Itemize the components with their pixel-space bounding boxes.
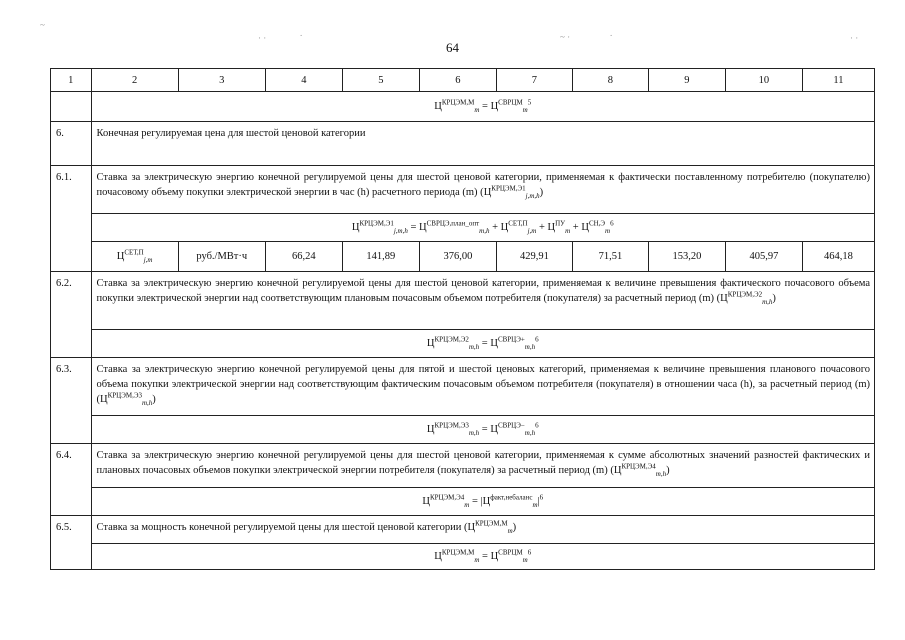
column-number: 1: [51, 69, 92, 92]
value-cell: 429,91: [496, 242, 572, 272]
row-description: Ставка за электрическую энергию конечной регулируемой цены для шестой ценовой категории, применяемая к сумме абсолютных значений разностей фактических и плановых почасовых объемов покупки электрической энергии потребителя (покупателя) за расчетный период (m) $(Ц^{КРЦЭМ,Э4}_{m,h})$: [91, 444, 874, 488]
scan-speck: .: [610, 28, 613, 38]
formula-cell: $Ц^{КРЦЭМ,Э3}_{m,h} = Ц^{СВРЦЭ-}_{m,h}^6$: [91, 416, 874, 444]
column-number-row: [51, 69, 875, 92]
row-6-3-text: [51, 358, 875, 416]
row-6-4-text: [51, 444, 875, 488]
column-number: 10: [725, 69, 802, 92]
tariff-table: [50, 68, 875, 570]
row-description: Конечная регулируемая цена для шестой ценовой категории: [91, 122, 874, 166]
formula-cell: $Ц^{КРЦЭМ,Э1}_{j,m,h} = Ц^{СВРЦЭ,план\_опт}_{m,h} + Ц^{СЕТ,П}_{j,m} + Ц^{ПУ}_m + Ц^{СН,Э}_m^6$: [91, 214, 874, 242]
column-number: 5: [342, 69, 419, 92]
column-number: 7: [496, 69, 572, 92]
value-cell: 71,51: [572, 242, 648, 272]
scan-speck: ~: [40, 20, 45, 30]
formula-cell: $Ц^{КРЦЭМ,М}_m = Ц^{СВРЦМ}_m^6$: [91, 544, 874, 570]
unit-cell: руб./МВт·ч: [178, 242, 265, 272]
row-description: Ставка за электрическую энергию конечной регулируемой цены для шестой ценовой категории, применяемая к фактически поставленному потребителю (покупателю) почасовому объему покупки электрической энергии в час (h) расчетного периода (m) $(Ц^{КРЦЭМ,Э1}_{j,m,h})$: [91, 166, 874, 214]
top-formula-row: [51, 92, 875, 122]
row-6-2-text: [51, 272, 875, 330]
value-cell: 153,20: [648, 242, 725, 272]
formula-cell: $Ц^{КРЦЭМ,Э2}_{m,h} = Ц^{СВРЦЭ+}_{m,h}^6$: [91, 330, 874, 358]
formula-cell: $Ц^{КРЦЭМ,М}_m = Ц^{СВРЦМ}_m^5$: [91, 92, 874, 122]
value-cell: 66,24: [265, 242, 342, 272]
column-number: 3: [178, 69, 265, 92]
row-6-5-formula: [51, 544, 875, 570]
row-number: 6.2.: [51, 272, 92, 358]
row-number: 6.4.: [51, 444, 92, 516]
value-cell: 376,00: [419, 242, 496, 272]
section-6-row: [51, 122, 875, 166]
row-6-1-formula: [51, 214, 875, 242]
row-number: 6.3.: [51, 358, 92, 444]
column-number: 6: [419, 69, 496, 92]
row-6-5-text: [51, 516, 875, 544]
column-number: 9: [648, 69, 725, 92]
value-cell: 464,18: [802, 242, 874, 272]
row-description: Ставка за электрическую энергию конечной регулируемой цены для пятой и шестой ценовых категорий, применяемая к величине превышения планового почасового объема покупки электрической энергии над соответствующим фактическим почасовым объемом потребителя (покупателя) в отношении часа (h), за расчетный период (m) $(Ц^{КРЦЭМ,Э3}_{m,h})$: [91, 358, 874, 416]
page-number: 64: [446, 40, 459, 55]
row-6-4-formula: [51, 488, 875, 516]
row-6-1-text: [51, 166, 875, 214]
row-number: 6.5.: [51, 516, 92, 570]
empty-num-cell: [51, 92, 92, 122]
value-cell: 405,97: [725, 242, 802, 272]
scan-speck: · ·: [850, 33, 859, 43]
formula-cell: $Ц^{КРЦЭМ,Э4}_m = |Ц^{факт,небаланс}_m|^6$: [91, 488, 874, 516]
row-description: Ставка за мощность конечной регулируемой цены для шестой ценовой категории $(Ц^{КРЦЭМ,М}_m)$: [91, 516, 874, 544]
row-6-1-values: [51, 242, 875, 272]
row-description: Ставка за электрическую энергию конечной регулируемой цены для шестой ценовой категории, применяемая к величине превышения фактического почасового объема покупки электрической энергии над соответствующим плановым почасовым объемом потребителя (покупателя) за расчетный период (m) $(Ц^{КРЦЭМ,Э2}_{m,h})$: [91, 272, 874, 330]
scan-speck: ~ ·: [560, 32, 571, 42]
value-symbol: $Ц^{СЕТ,П}_{j,m}$: [91, 242, 178, 272]
row-number: 6.: [51, 122, 92, 166]
scan-speck: · ·: [258, 33, 267, 43]
row-number: 6.1.: [51, 166, 92, 272]
column-number: 2: [91, 69, 178, 92]
column-number: 4: [265, 69, 342, 92]
row-6-3-formula: [51, 416, 875, 444]
row-6-2-formula: [51, 330, 875, 358]
value-cell: 141,89: [342, 242, 419, 272]
column-number: 8: [572, 69, 648, 92]
column-number: 11: [802, 69, 874, 92]
scan-speck: .: [300, 28, 303, 38]
